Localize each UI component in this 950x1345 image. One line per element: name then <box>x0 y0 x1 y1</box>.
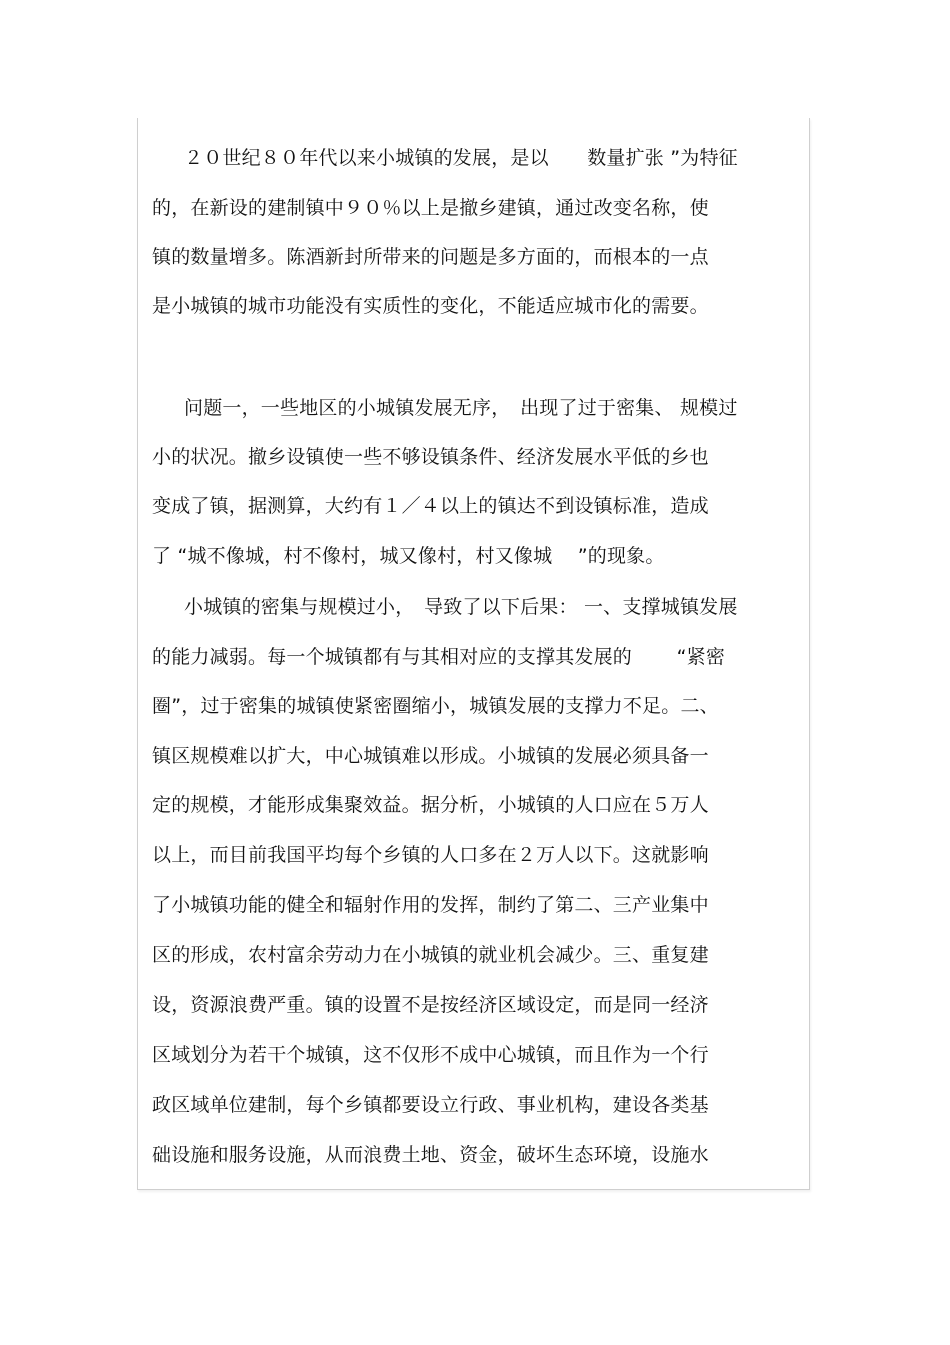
paragraph-1-line-4: 是小城镇的城市功能没有实质性的变化，不能适应城市化的需要。 <box>152 295 709 317</box>
paragraph-3-line-12: 础设施和服务设施，从而浪费土地、资金，破坏生态环境，设施水 <box>152 1144 709 1166</box>
paragraph-2-line-4: 了 “城不像城，村不像村，城又像村，村又像城 ”的现象。 <box>152 545 665 567</box>
paragraph-3-line-7: 了小城镇功能的健全和辐射作用的发挥，制约了第二、三产业集中 <box>152 894 709 916</box>
paragraph-2-line-2: 小的状况。撤乡设镇使一些不够设镇条件、经济发展水平低的乡也 <box>152 446 709 468</box>
paragraph-3-line-11: 政区域单位建制，每个乡镇都要设立行政、事业机构，建设各类基 <box>152 1094 709 1116</box>
paragraph-3-line-1: 小城镇的密集与规模过小， 导致了以下后果： 一、支撑城镇发展 <box>184 596 738 618</box>
paragraph-1-line-3: 镇的数量增多。陈酒新封所带来的问题是多方面的，而根本的一点 <box>152 246 709 268</box>
paragraph-3-line-10: 区域划分为若干个城镇，这不仅形不成中心城镇，而且作为一个行 <box>152 1044 709 1066</box>
paragraph-3-line-8: 区的形成，农村富余劳动力在小城镇的就业机会减少。三、重复建 <box>152 944 709 966</box>
paragraph-3-line-4: 镇区规模难以扩大，中心城镇难以形成。小城镇的发展必须具备一 <box>152 745 709 767</box>
paragraph-3-line-9: 设，资源浪费严重。镇的设置不是按经济区域设定，而是同一经济 <box>152 994 709 1016</box>
paragraph-3-line-5: 定的规模，才能形成集聚效益。据分析，小城镇的人口应在５万人 <box>152 794 709 816</box>
paragraph-2-line-1: 问题一，一些地区的小城镇发展无序， 出现了过于密集、 规模过 <box>184 397 738 419</box>
paragraph-1-line-1: ２０世纪８０年代以来小城镇的发展，是以 数量扩张 ”为特征 <box>184 147 738 169</box>
paragraph-2-line-3: 变成了镇，据测算，大约有１／４以上的镇达不到设镇标准，造成 <box>152 495 709 517</box>
paragraph-3-line-3: 圈”，过于密集的城镇使紧密圈缩小，城镇发展的支撑力不足。二、 <box>152 695 719 717</box>
paragraph-3-line-2: 的能力减弱。每一个城镇都有与其相对应的支撑其发展的 “紧密 <box>152 646 726 668</box>
paragraph-1-line-2: 的，在新设的建制镇中９０％以上是撤乡建镇，通过改变名称，使 <box>152 197 709 219</box>
paragraph-3-line-6: 以上，而目前我国平均每个乡镇的人口多在２万人以下。这就影响 <box>152 844 709 866</box>
